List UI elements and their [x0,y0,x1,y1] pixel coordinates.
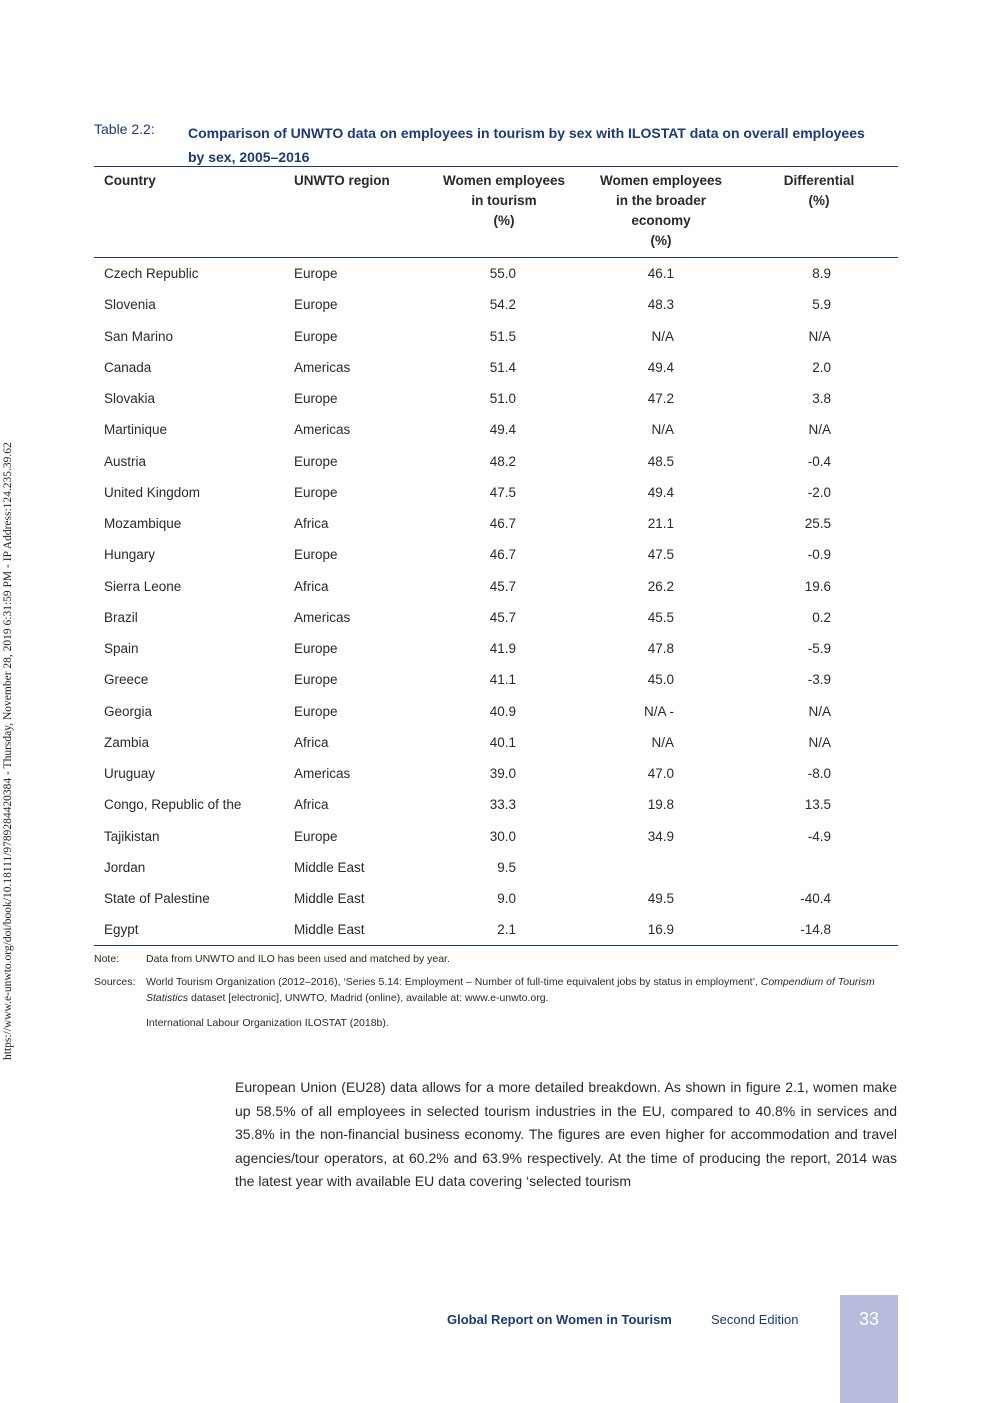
table-row [94,289,898,320]
cell-country: Sierra Leone [104,578,182,594]
cell-diff: 0.2 [812,609,831,625]
cell-tourism: 51.4 [489,359,516,375]
cell-region: Africa [294,734,329,750]
cell-broader: N/A [651,328,674,344]
cell-tourism: 55.0 [489,266,516,281]
cell-broader: 47.0 [647,766,674,781]
table-row [94,477,898,508]
cell-tourism: 54.2 [489,297,516,313]
cell-diff: 13.5 [804,797,831,813]
table-bottom-rule [94,945,898,946]
cell-broader: 45.5 [647,609,674,625]
cell-country: Zambia [104,734,150,750]
table-body [94,258,898,946]
cell-tourism: 41.1 [489,672,516,688]
table-row [94,883,898,914]
table-row [94,352,898,383]
cell-tourism: 33.3 [489,797,516,813]
table-row [94,664,898,695]
cell-region: Americas [294,359,351,375]
table-row [94,508,898,539]
cell-region: Europe [294,297,338,313]
cell-tourism: 30.0 [489,828,516,844]
cell-country: Martinique [104,422,168,438]
cell-region: Middle East [294,891,365,906]
page-number: 33 [858,1309,880,1329]
table-row [94,602,898,633]
cell-country: Brazil [104,609,138,625]
side-download-note: https://www.e-unwto.org/doi/book/10.18111/9789284420384 - Thursday, November 28, 2019 6:31:59 PM - IP Address:124.235.39.62 [2,442,14,1060]
cell-tourism: 9.0 [497,891,516,906]
cell-broader: 16.9 [647,922,674,938]
cell-broader: 46.1 [647,266,674,281]
cell-country: Georgia [104,703,153,719]
table-row [94,789,898,820]
cell-diff: N/A [808,734,831,750]
cell-region: Europe [294,828,338,844]
cell-country: Austria [104,453,147,469]
note-label: Note: [94,953,120,965]
header-tourism: Women employees in tourism (%) [442,173,566,228]
cell-country: Mozambique [104,516,182,531]
header-country: Country [104,173,156,188]
cell-country: Hungary [104,547,156,563]
footer-edition: Second Edition [711,1312,799,1327]
cell-tourism: 40.9 [489,703,516,719]
cell-tourism: 46.7 [489,547,516,563]
cell-country: Slovakia [104,391,156,406]
cell-tourism: 45.7 [489,578,516,594]
table-row [94,758,898,789]
sources-text-ilo: International Labour Organization ILOSTAT (2018b). [146,1017,389,1029]
cell-country: State of Palestine [104,891,210,906]
cell-tourism: 41.9 [489,641,516,656]
cell-tourism: 45.7 [489,609,516,625]
cell-broader: 45.0 [647,672,674,688]
table-row [94,321,898,352]
cell-region: Middle East [294,922,365,938]
cell-region: Europe [294,547,338,563]
header-broader: Women employees in the broader economy (%) [599,173,723,248]
cell-diff: N/A [808,703,831,719]
cell-country: Uruguay [104,766,156,781]
cell-country: Jordan [104,859,146,875]
note-text: Data from UNWTO and ILO has been used and matched by year. [146,953,450,965]
cell-broader: 21.1 [647,516,674,531]
cell-diff: 8.9 [812,266,831,281]
table-top-rule [94,166,898,167]
cell-diff: -8.0 [807,766,831,781]
cell-tourism: 46.7 [489,516,516,531]
table-title: Comparison of UNWTO data on employees in tourism by sex with ILOSTAT data on overall employees by sex, 2005–2016 [188,125,865,165]
table-row [94,821,898,852]
cell-region: Europe [294,703,338,719]
cell-region: Africa [294,797,329,813]
cell-diff: -40.4 [800,891,831,906]
cell-country: Czech Republic [104,266,199,281]
sources-text: World Tourism Organization (2012–2016), ‘Series 5.14: Employment – Number of full-time equivalent jobs by status in employment’, Compendium of Tourism Statistics dataset [electronic], UNWTO, Madrid (online), available at: www.e-unwto.org. [146,976,875,1004]
cell-diff: -5.9 [807,641,831,656]
cell-region: Europe [294,484,338,500]
header-differential: Differential (%) [783,173,855,208]
cell-broader: 19.8 [647,797,674,813]
table-row [94,414,898,445]
cell-diff: -2.0 [807,484,831,500]
cell-country: Congo, Republic of the [104,797,242,813]
cell-broader: N/A [651,734,674,750]
cell-diff: 2.0 [812,359,831,375]
cell-tourism: 51.5 [489,328,516,344]
cell-region: Americas [294,766,351,781]
cell-region: Africa [294,578,329,594]
table-row [94,383,898,414]
cell-tourism: 49.4 [489,422,516,438]
table-row [94,852,898,883]
cell-broader: N/A [651,422,674,438]
cell-diff: N/A [808,422,831,438]
cell-broader: 26.2 [647,578,674,594]
table-row [94,633,898,664]
cell-region: Africa [294,516,329,531]
cell-region: Americas [294,422,351,438]
cell-country: Spain [104,641,139,656]
cell-tourism: 39.0 [489,766,516,781]
header-region: UNWTO region [294,173,390,188]
cell-country: San Marino [104,328,174,344]
cell-diff: -0.9 [807,547,831,563]
body-paragraph: European Union (EU28) data allows for a more detailed breakdown. As shown in figure 2.1, women make up 58.5% of all employees in selected tourism industries in the EU, compared to 40.8% in services and 35.8% in the non-financial business economy. The figures are even higher for accommodation and travel agencies/tour operators, at 60.2% and 63.9% respectively. At the time of producing the report, 2014 was the latest year with available EU data covering ‘selected tourism [235,1079,897,1189]
cell-broader: 48.3 [647,297,674,313]
cell-broader: 34.9 [647,828,674,844]
cell-region: Europe [294,391,338,406]
cell-country: Tajikistan [104,828,160,844]
cell-diff: 3.8 [812,391,831,406]
table-row [94,696,898,727]
cell-broader: 47.5 [647,547,674,563]
footer-report-title: Global Report on Women in Tourism [447,1312,672,1327]
cell-country: Canada [104,359,152,375]
cell-country: Slovenia [104,297,156,313]
cell-country: Greece [104,672,149,688]
table-row [94,539,898,570]
table-label: Table 2.2: [94,121,155,137]
sources-italic: Compendium of Tourism Statistics [146,976,875,1004]
cell-tourism: 2.1 [497,922,516,938]
cell-broader: 47.2 [647,391,674,406]
cell-tourism: 40.1 [489,734,516,750]
cell-region: Americas [294,609,351,625]
cell-region: Europe [294,328,338,344]
table-row [94,446,898,477]
cell-country: United Kingdom [104,484,201,500]
cell-tourism: 48.2 [489,453,516,469]
cell-broader: 49.4 [647,484,674,500]
cell-broader: 48.5 [647,453,674,469]
cell-diff: 25.5 [804,516,831,531]
cell-broader: 49.4 [647,359,674,375]
cell-tourism: 51.0 [489,391,516,406]
table-row [94,571,898,602]
cell-region: Europe [294,266,338,281]
cell-country: Egypt [104,922,139,938]
cell-broader: N/A - [643,703,674,719]
cell-region: Europe [294,672,338,688]
cell-tourism: 9.5 [497,859,516,875]
table-row [94,727,898,758]
cell-diff: 5.9 [812,297,831,313]
cell-broader: 49.5 [647,891,674,906]
sources-label: Sources: [94,976,136,988]
cell-region: Middle East [294,859,365,875]
cell-diff: -4.9 [807,828,831,844]
cell-region: Europe [294,641,338,656]
cell-tourism: 47.5 [489,484,516,500]
cell-diff: -14.8 [800,922,831,938]
table-row [94,258,898,289]
cell-region: Europe [294,453,338,469]
table-row [94,914,898,945]
cell-diff: -0.4 [807,453,831,469]
cell-diff: N/A [808,328,831,344]
cell-diff: 19.6 [804,578,831,594]
page-number-box [840,1295,898,1403]
cell-broader: 47.8 [647,641,674,656]
cell-diff: -3.9 [807,672,831,688]
